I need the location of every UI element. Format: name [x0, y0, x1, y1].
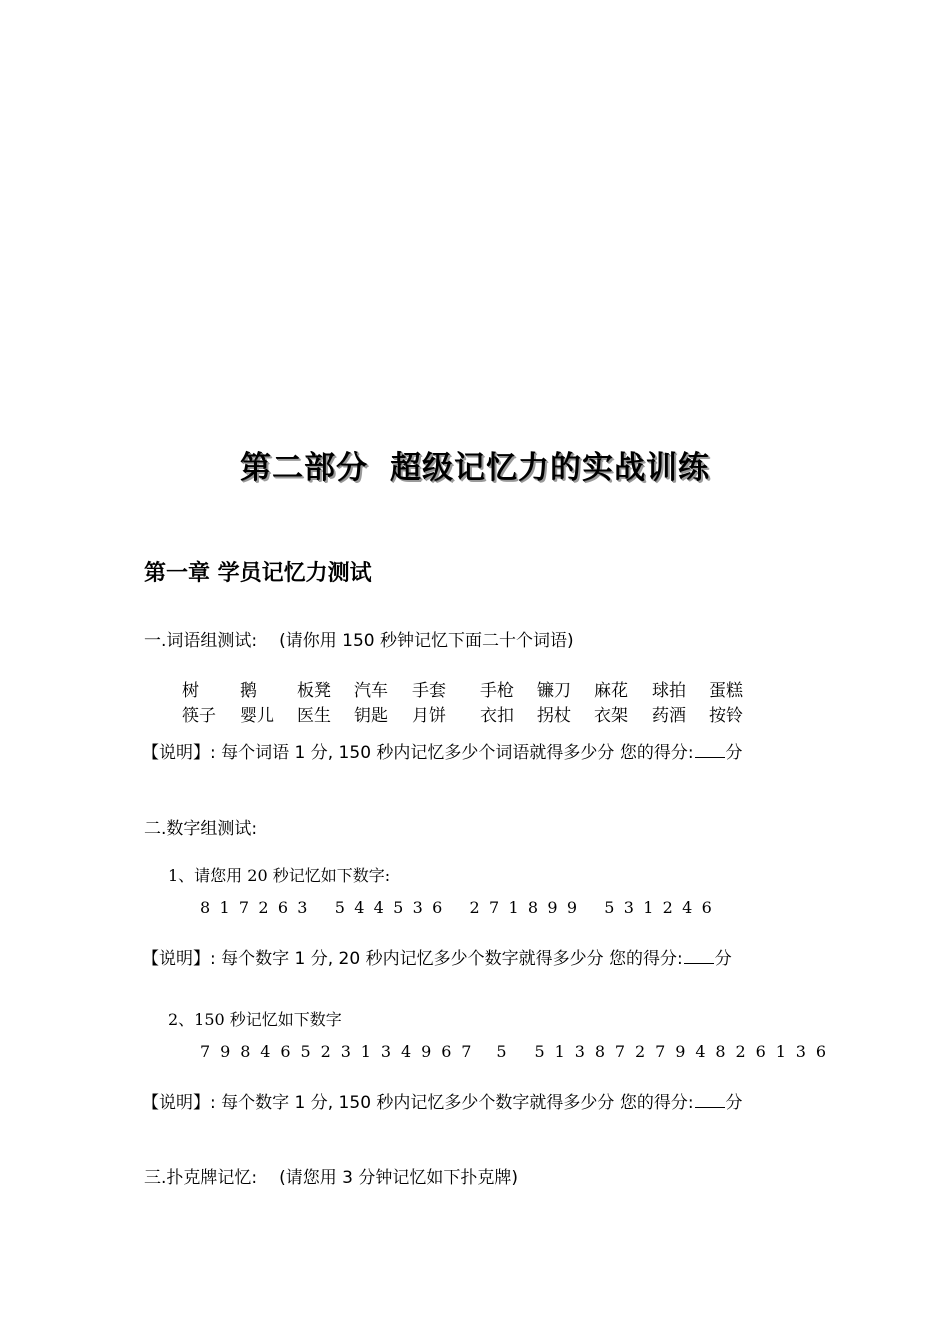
word: 手套 [412, 681, 446, 701]
part-title [0, 442, 950, 487]
digit-group: 271899 [469, 898, 587, 917]
word: 钥匙 [354, 706, 388, 726]
section-1-explain [142, 738, 743, 763]
section-2-item-1-explain [142, 944, 732, 969]
score-blank [695, 1090, 725, 1108]
chapter-title: 第一章 学员记忆力测试 [144, 561, 372, 586]
explain-text: : 每个词语 1 分, 150 秒内记忆多少个词语就得多少分 您的得分: [210, 743, 694, 763]
word: 婴儿 [240, 706, 274, 726]
explain-label: 【说明】 [142, 949, 210, 969]
word: 月饼 [412, 706, 446, 726]
explain-label: 【说明】 [142, 743, 210, 763]
word: 按铃 [709, 706, 743, 726]
score-unit: 分 [725, 743, 743, 763]
explain-text: : 每个数字 1 分, 20 秒内记忆多少个数字就得多少分 您的得分: [210, 949, 683, 969]
word: 镰刀 [537, 681, 571, 701]
score-blank [695, 740, 725, 758]
part-title-text: 超级记忆力的实战训练 [390, 450, 710, 486]
section-2-title: 二.数字组测试: [144, 819, 258, 839]
explain-text: : 每个数字 1 分, 150 秒内记忆多少个数字就得多少分 您的得分: [210, 1093, 694, 1113]
section-2-item-2-explain [142, 1088, 743, 1113]
word: 衣扣 [480, 706, 514, 726]
section-1-title: 一.词语组测试: [144, 631, 258, 651]
word: 药酒 [652, 706, 686, 726]
word: 球拍 [652, 681, 686, 701]
section-3-note: (请您用 3 分钟记忆如下扑克牌) [279, 1168, 519, 1188]
word: 拐杖 [537, 706, 571, 726]
section-1-note: (请你用 150 秒钟记忆下面二十个词语) [279, 631, 574, 651]
word: 汽车 [354, 681, 388, 701]
word: 医生 [297, 706, 331, 726]
digit-groups-2 [200, 1042, 854, 1061]
digit-group: 544536 [334, 898, 452, 917]
section-1-heading [144, 626, 574, 651]
word: 手枪 [480, 681, 514, 701]
section-3-title: 三.扑克牌记忆: [144, 1168, 258, 1188]
section-2-heading [144, 814, 257, 839]
digit-group: 79846523134967 5 [200, 1042, 517, 1061]
digit-group: 531246 [604, 898, 722, 917]
word: 筷子 [182, 706, 216, 726]
part-title-number: 第二部分 [240, 450, 368, 486]
score-unit: 分 [714, 949, 732, 969]
digit-group: 513872794826136 [534, 1042, 837, 1061]
word: 蛋糕 [709, 681, 743, 701]
section-3-heading [144, 1163, 518, 1188]
word: 衣架 [594, 706, 628, 726]
digit-groups-1 [200, 898, 739, 917]
score-blank [684, 946, 714, 964]
word: 鹅 [240, 681, 257, 701]
word: 树 [182, 681, 199, 701]
word: 麻花 [594, 681, 628, 701]
explain-label: 【说明】 [142, 1093, 210, 1113]
section-2-item-2-title: 2、150 秒记忆如下数字 [168, 1010, 342, 1029]
word: 板凳 [297, 681, 331, 701]
digit-group: 817263 [200, 898, 317, 917]
score-unit: 分 [725, 1093, 743, 1113]
section-2-item-1-title: 1、请您用 20 秒记忆如下数字: [168, 866, 391, 885]
